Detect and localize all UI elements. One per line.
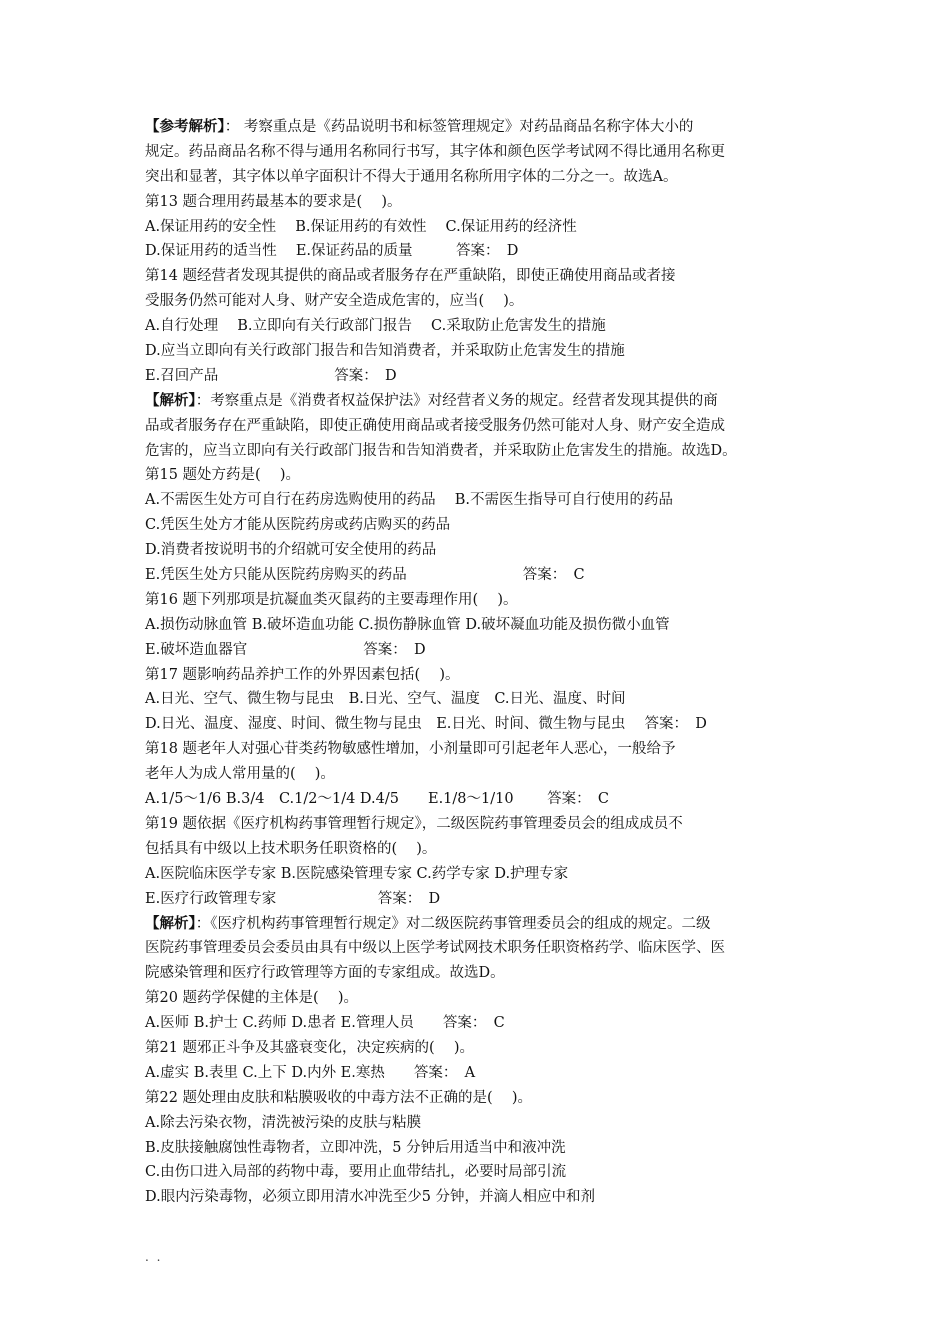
section-label: 【解析】 (145, 391, 196, 409)
text-line: A.除去污染衣物，清洗被污染的皮肤与粘膜 (145, 1114, 422, 1131)
text-line: 第14 题经营者发现其提供的商品或者服务存在严重缺陷，即使正确使用商品或者接 (145, 268, 676, 285)
text-line: 危害的，应当立即向有关行政部门报告和告知消费者，并采取防止危害发生的措施。故选D。 (145, 442, 737, 459)
text-line: A.不需医生处方可自行在药房选购使用的药品 B.不需医生指导可自行使用的药品 (145, 492, 673, 509)
text-line: 第16 题下列那项是抗凝血类灭鼠药的主要毒理作用( )。 (145, 591, 518, 608)
text-line: D.应当立即向有关行政部门报告和告知消费者，并采取防止危害发生的措施 (145, 343, 625, 360)
text-line: 第20 题药学保健的主体是( )。 (145, 990, 358, 1007)
text-line: C.凭医生处方才能从医院药房或药店购买的药品 (145, 517, 451, 534)
section-text: ：考察重点是《消费者权益保护法》对经营者义务的规定。经营者发现其提供的商 (195, 392, 718, 409)
text-line: 包括具有中级以上技术职务任职资格的( )。 (145, 840, 437, 857)
text-line: 第22 题处理由皮肤和粘膜吸收的中毒方法不正确的是( )。 (145, 1089, 532, 1106)
text-line: E.破坏造血器官 答案： D (145, 641, 426, 658)
text-line: D.日光、温度、湿度、时间、微生物与昆虫 E.日光、时间、微生物与昆虫 答案： D (145, 716, 707, 733)
text-line: 第15 题处方药是( )。 (145, 467, 300, 484)
text-line: A.医院临床医学专家 B.医院感染管理专家 C.药学专家 D.护理专家 (145, 865, 569, 882)
text-line: 院感染管理和医疗行政管理等方面的专家组成。故选D。 (145, 965, 505, 982)
section-text: ：《医疗机构药事管理暂行规定》对二级医院药事管理委员会的组成的规定。二级 (195, 915, 711, 932)
document-body (145, 115, 815, 1210)
text-line: A.自行处理 B.立即向有关行政部门报告 C.采取防止危害发生的措施 (145, 318, 606, 335)
page-footer-dots: . . (145, 1250, 163, 1264)
text-line (145, 115, 815, 140)
text-line: 受服务仍然可能对人身、财产安全造成危害的，应当( )。 (145, 293, 524, 310)
text-line: 品或者服务存在严重缺陷，即使正确使用商品或者接受服务仍然可能对人身、财产安全造成 (145, 417, 725, 434)
text-line: 第13 题合理用药最基本的要求是( )。 (145, 193, 402, 210)
text-line: E.医疗行政管理专家 答案： D (145, 890, 441, 907)
text-line: A.保证用药的安全性 B.保证用药的有效性 C.保证用药的经济性 (145, 218, 577, 235)
text-line: E.凭医生处方只能从医院药房购买的药品 答案： C (145, 567, 585, 584)
text-line: 第17 题影响药品养护工作的外界因素包括( )。 (145, 666, 460, 683)
text-line: 突出和显著，其字体以单字面积计不得大于通用名称所用字体的二分之一。故选A。 (145, 168, 678, 185)
text-line: D.保证用药的适当性 E.保证药品的质量 答案： D (145, 243, 519, 260)
text-line: 第18 题老年人对强心苷类药物敏感性增加，小剂量即可引起老年人恶心，一般给予 (145, 741, 676, 758)
text-line: E.召回产品 答案： D (145, 367, 397, 384)
text-line: 第19 题依据《医疗机构药事管理暂行规定》，二级医院药事管理委员会的组成成员不 (145, 815, 683, 832)
text-line: A.日光、空气、微生物与昆虫 B.日光、空气、温度 C.日光、温度、时间 (145, 691, 626, 708)
text-line (145, 389, 815, 414)
text-line: A.损伤动脉血管 B.破坏造血功能 C.损伤静脉血管 D.破坏凝血功能及损伤微小血管 (145, 616, 670, 633)
section-label: 【参考解析】 (145, 118, 225, 135)
text-line (145, 912, 815, 937)
text-line: A.医师 B.护士 C.药师 D.患者 E.管理人员 答案： C (145, 1015, 505, 1032)
text-line: 医院药事管理委员会委员由具有中级以上医学考试网技术职务任职资格药学、临床医学、医 (145, 940, 725, 957)
text-line: 老年人为成人常用量的( )。 (145, 766, 335, 783)
section-text: ： 考察重点是《药品说明书和标签管理规定》对药品商品名称字体大小的 (224, 119, 694, 135)
section-label: 【解析】 (145, 914, 196, 932)
text-line: A.虚实 B.表里 C.上下 D.内外 E.寒热 答案： A (145, 1064, 476, 1081)
text-line: D.消费者按说明书的介绍就可安全使用的药品 (145, 542, 437, 559)
text-line: D.眼内污染毒物，必须立即用清水冲洗至少5 分钟，并滴人相应中和剂 (145, 1189, 596, 1206)
text-line: 第21 题邪正斗争及其盛衰变化，决定疾病的( )。 (145, 1039, 474, 1056)
text-line: C.由伤口进入局部的药物中毒，要用止血带结扎，必要时局部引流 (145, 1164, 567, 1181)
text-line: B.皮肤接触腐蚀性毒物者，立即冲洗，5 分钟后用适当中和液冲洗 (145, 1139, 566, 1156)
text-line: A.1/5～1/6 B.3/4 C.1/2～1/4 D.4/5 E.1/8～1/10 答案： C (145, 791, 610, 808)
text-line: 规定。药品商品名称不得与通用名称同行书写，其字体和颜色医学考试网不得比通用名称更 (145, 143, 725, 160)
